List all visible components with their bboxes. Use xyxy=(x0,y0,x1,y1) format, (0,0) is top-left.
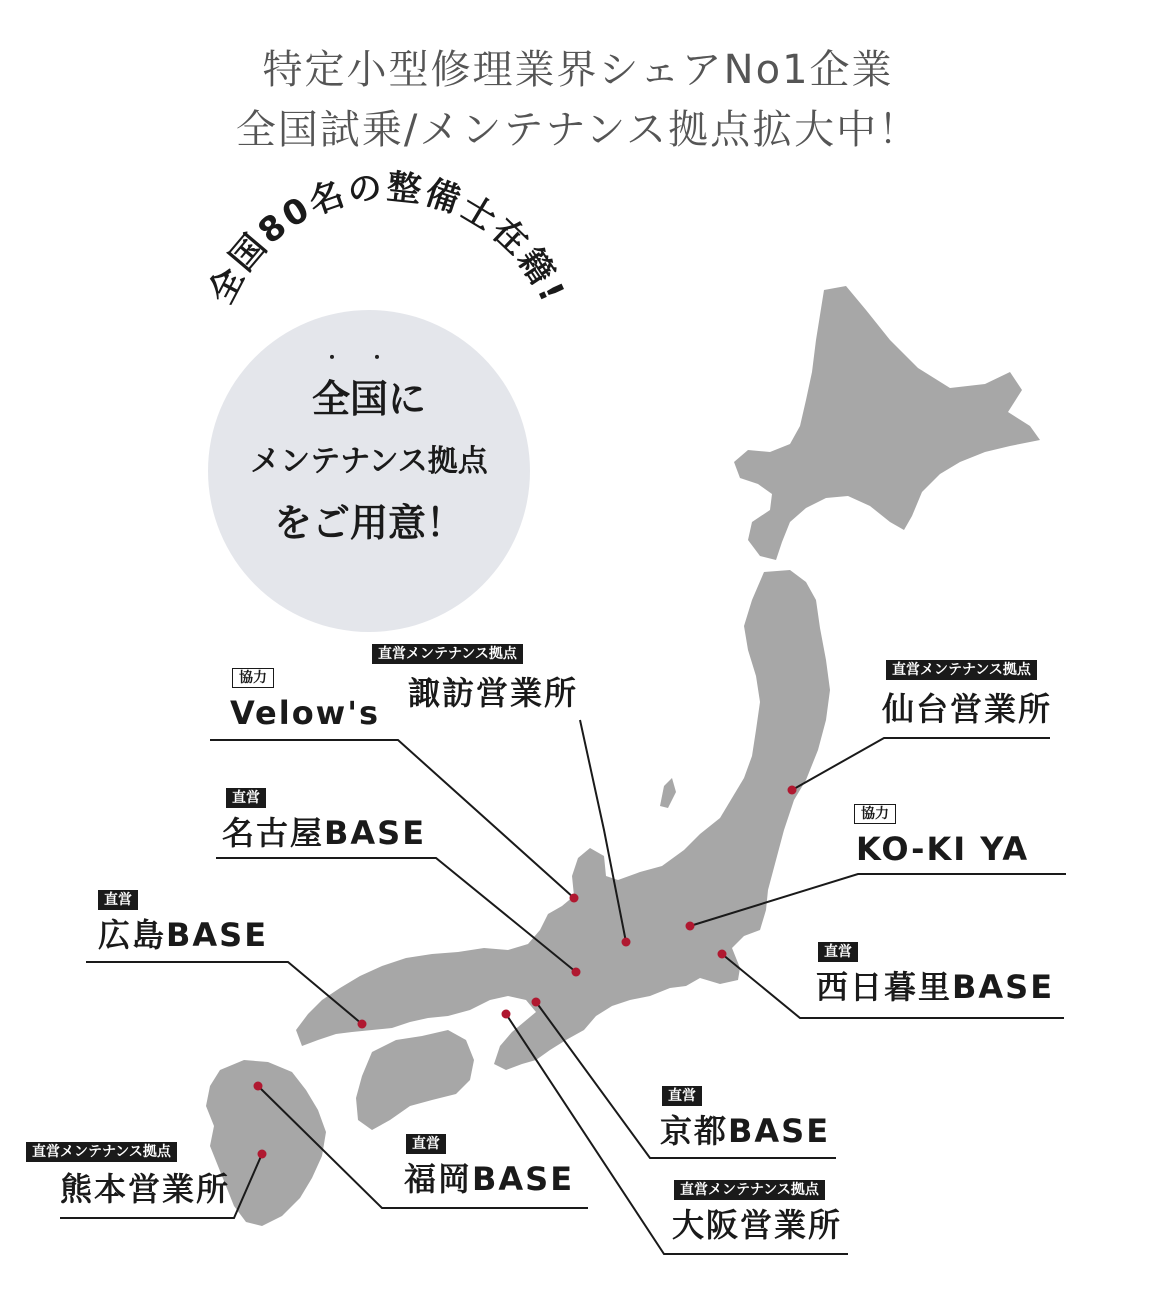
location-name-kokiya: KO-KI YA xyxy=(856,830,1030,868)
location-name-nagoya: 名古屋BASE xyxy=(222,814,427,852)
location-tag: 直営 xyxy=(662,1086,702,1106)
location-name-suwa: 諏訪営業所 xyxy=(408,674,579,712)
marker-nagoya xyxy=(572,968,581,977)
headline-line-1: 特定小型修理業界シェアNo1企業 xyxy=(262,47,894,93)
headline-line-2: 全国試乗/メンテナンス拠点拡大中！ xyxy=(235,107,921,153)
location-name-nishinippori: 西日暮里BASE xyxy=(816,968,1055,1006)
location-tag: 直営 xyxy=(98,890,138,910)
location-name-hiroshima: 広島BASE xyxy=(98,916,269,954)
marker-kyoto xyxy=(532,998,541,1007)
marker-sendai xyxy=(788,786,797,795)
location-name-sendai: 仙台営業所 xyxy=(882,690,1053,728)
badge-line-1: 全国に xyxy=(311,377,426,421)
location-tag: 直営 xyxy=(226,788,266,808)
location-name-osaka: 大阪営業所 xyxy=(672,1206,843,1244)
emphasis-dot: ・ xyxy=(368,348,386,369)
location-tag: 直営 xyxy=(406,1134,446,1154)
location-tag: 直営メンテナンス拠点 xyxy=(26,1142,177,1162)
marker-velows xyxy=(570,894,579,903)
marker-nishinippori xyxy=(718,950,727,959)
hokkaido-region xyxy=(734,286,1040,560)
location-tag: 直営メンテナンス拠点 xyxy=(886,660,1037,680)
marker-osaka xyxy=(502,1010,511,1019)
location-name-kyoto: 京都BASE xyxy=(660,1112,831,1150)
emphasis-dot: ・ xyxy=(323,348,341,369)
badge-line-2: メンテナンス拠点 xyxy=(250,444,488,479)
location-tag: 直営メンテナンス拠点 xyxy=(372,644,523,664)
shikoku-region xyxy=(356,1030,474,1130)
marker-hiroshima xyxy=(358,1020,367,1029)
location-tag: 協力 xyxy=(854,804,896,824)
leader-sendai xyxy=(792,738,1050,790)
location-name-velows: Velow's xyxy=(230,694,381,732)
location-tag: 直営メンテナンス拠点 xyxy=(674,1180,825,1200)
location-name-fukuoka: 福岡BASE xyxy=(404,1160,575,1198)
location-tag: 協力 xyxy=(232,668,274,688)
marker-kumamoto xyxy=(258,1150,267,1159)
marker-suwa xyxy=(622,938,631,947)
svg-text:全国80名の整備士在籍!: 全国80名の整備士在籍! xyxy=(201,167,573,311)
marker-fukuoka xyxy=(254,1082,263,1091)
location-name-kumamoto: 熊本営業所 xyxy=(60,1170,231,1208)
marker-kokiya xyxy=(686,922,695,931)
location-tag: 直営 xyxy=(818,942,858,962)
badge-line-3: をご用意！ xyxy=(273,501,464,545)
sado-island xyxy=(660,778,676,808)
